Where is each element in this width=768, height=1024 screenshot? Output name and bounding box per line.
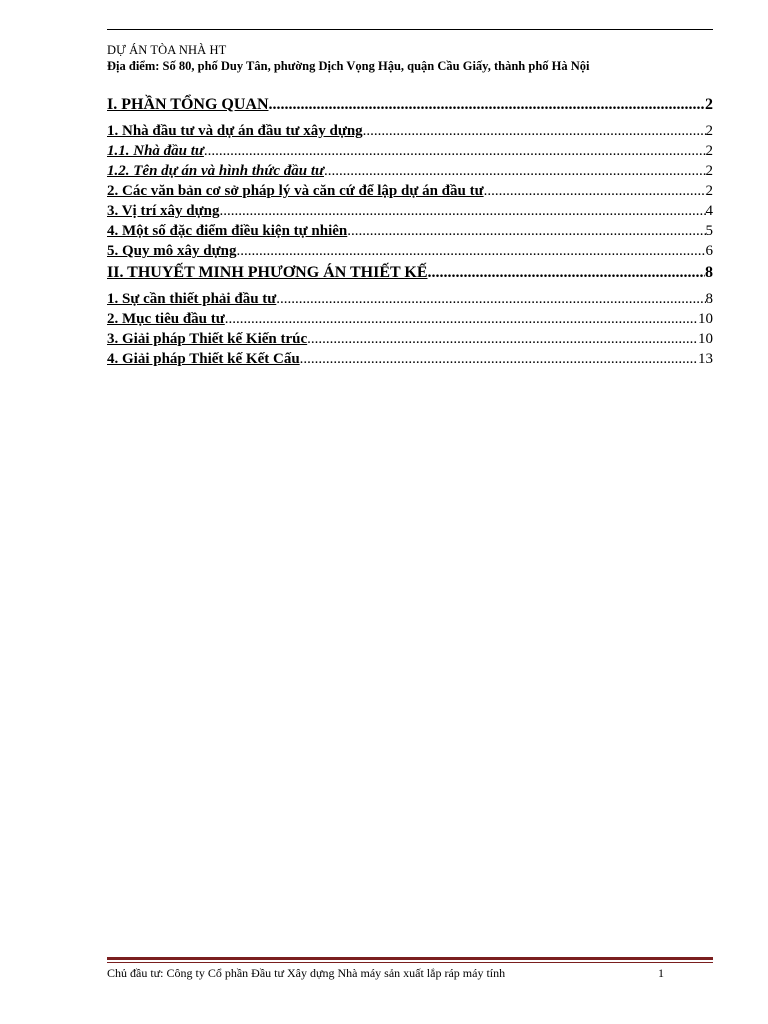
toc-entry-title: 4. Giải pháp Thiết kế Kết Cấu: [107, 351, 300, 367]
toc-entry[interactable]: [107, 181, 713, 201]
toc-entry-page: 10: [698, 311, 713, 327]
toc-entry-page: 2: [705, 123, 713, 139]
toc-entry-title: I. PHẦN TỔNG QUAN: [107, 96, 269, 113]
toc-entry[interactable]: [107, 121, 713, 141]
toc-entry-page: 6: [705, 243, 713, 259]
toc-leader: [428, 261, 705, 285]
toc-entry[interactable]: [107, 309, 713, 329]
toc-entry-title: 2. Các văn bản cơ sở pháp lý và căn cứ để lập dự án đầu tư: [107, 183, 484, 199]
footer-page-number: 1: [658, 966, 664, 980]
toc-entry-page: 8: [705, 291, 713, 307]
header-project-name: DỰ ÁN TÒA NHÀ HT: [107, 43, 227, 57]
table-of-contents: [107, 93, 713, 369]
toc-entry-title: 1. Nhà đầu tư và dự án đầu tư xây dựng: [107, 123, 363, 139]
toc-entry[interactable]: [107, 329, 713, 349]
toc-entry-page: 2: [705, 96, 713, 113]
toc-entry-title: 1. Sự cần thiết phải đầu tư: [107, 291, 277, 307]
toc-leader: [300, 349, 698, 369]
toc-entry-page: 4: [705, 203, 713, 219]
toc-leader: [204, 141, 706, 161]
toc-entry-title: 1.2. Tên dự án và hình thức đầu tư: [107, 163, 324, 179]
toc-entry-page: 2: [705, 163, 713, 179]
toc-leader: [307, 329, 698, 349]
toc-leader: [484, 181, 706, 201]
toc-entry[interactable]: [107, 201, 713, 221]
toc-entry-page: 13: [698, 351, 713, 367]
footer-rule-thin: [107, 962, 713, 963]
toc-entry-title: 5. Quy mô xây dựng: [107, 243, 237, 259]
toc-entry-page: 5: [705, 223, 713, 239]
toc-leader: [276, 289, 705, 309]
toc-entry[interactable]: [107, 289, 713, 309]
toc-entry[interactable]: [107, 161, 713, 181]
toc-leader: [347, 221, 705, 241]
toc-leader: [324, 161, 706, 181]
toc-entry-title: 4. Một số đặc điểm điều kiện tự nhiên: [107, 223, 348, 239]
toc-entry[interactable]: [107, 241, 713, 261]
toc-leader: [225, 309, 698, 329]
header-rule: [107, 29, 713, 30]
toc-entry-title: 3. Vị trí xây dựng: [107, 203, 220, 219]
toc-leader: [269, 93, 706, 117]
toc-entry-title: 2. Mục tiêu đầu tư: [107, 311, 225, 327]
footer-rule: [107, 957, 713, 960]
toc-entry-title: 1.1. Nhà đầu tư: [107, 143, 204, 159]
toc-leader: [236, 241, 705, 261]
toc-entry-title: II. THUYẾT MINH PHƯƠNG ÁN THIẾT KẾ: [107, 264, 428, 281]
toc-entry-title: 3. Giải pháp Thiết kế Kiến trúc: [107, 331, 308, 347]
toc-entry[interactable]: [107, 349, 713, 369]
toc-entry[interactable]: [107, 261, 713, 285]
toc-entry-page: 2: [705, 143, 713, 159]
toc-entry[interactable]: [107, 93, 713, 117]
toc-entry-page: 8: [705, 264, 713, 281]
toc-entry[interactable]: [107, 221, 713, 241]
footer-owner: Chủ đầu tư: Công ty Cổ phần Đầu tư Xây dựng Nhà máy sản xuất lắp ráp máy tính: [107, 966, 506, 980]
header-location: Địa điểm: Số 80, phố Duy Tân, phường Dịch Vọng Hậu, quận Cầu Giấy, thành phố Hà Nội: [107, 59, 590, 73]
toc-entry-page: 10: [698, 331, 713, 347]
toc-entry-page: 2: [705, 183, 713, 199]
toc-leader: [220, 201, 706, 221]
toc-leader: [363, 121, 706, 141]
toc-entry[interactable]: [107, 141, 713, 161]
